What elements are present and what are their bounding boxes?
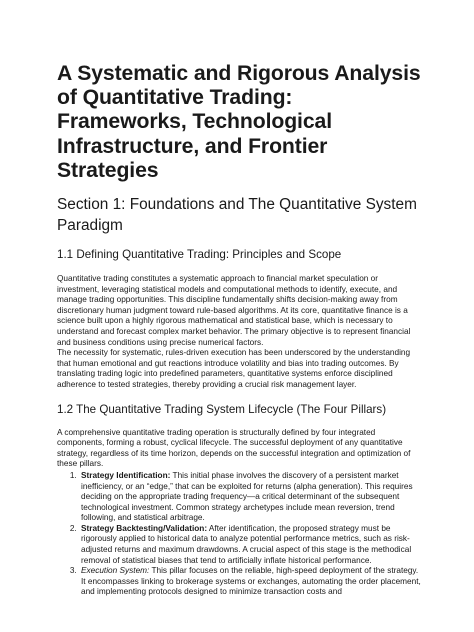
list-item-text: After identification, the proposed strategy must be rigorously applied to historical data to analyze potential performance metrics, such as risk-adjusted returns and maximum drawdowns. A crucial aspect of this stage is the methodical removal of statistical biases that tend to artificially inflate historical performance. <box>81 523 412 565</box>
document-title: A Systematic and Rigorous Analysis of Quantitative Trading: Frameworks, Technological Infrastructure, and Frontier Strategies <box>57 62 421 182</box>
list-item-term: Strategy Identification: <box>81 470 171 480</box>
list-item-text: This initial phase involves the discovery of a persistent market inefficiency, or an “edge,” that can be exploited for returns (alpha generation). This requires deciding on the appropriate trading frequency—a critical determinant of the subsequent technological investment. Common strategy archetypes include mean reversion, trend following, and statistical arbitrage. <box>81 470 413 523</box>
paragraph: A comprehensive quantitative trading operation is structurally defined by four integrated components, forming a robust, cyclical lifecycle. The successful deployment of any quantitative strategy, regardless of its time horizon, depends on the successful integration and optimization of these pillars. <box>57 427 411 469</box>
pillars-list <box>57 471 422 598</box>
list-item <box>79 566 422 598</box>
paragraph: Quantitative trading constitutes a systematic approach to financial market speculation or investment, leveraging statistical models and computational methods to identify, execute, and manage trading opportunities. This discipline fundamentally shifts decision-making away from discretionary human judgment toward rule-based algorithms. At its core, quantitative finance is a science built upon a highly rigorous mathematical and statistical base, which is necessary to understand and forecast complex market behavior. The primary objective is to represent financial and business conditions using precise numerical factors. <box>57 274 411 347</box>
subsection-heading: 1.2 The Quantitative Trading System Lifecycle (The Four Pillars) <box>57 402 387 416</box>
list-item-term: Execution System: <box>81 566 150 576</box>
document-page <box>57 62 422 598</box>
paragraph: The necessity for systematic, rules-driven execution has been underscored by the understanding that human emotional and gut reactions introduce volatility and bias into trading outcomes. By translating trading logic into predefined parameters, quantitative systems enforce disciplined adherence to tested strategies, thereby providing a crucial risk management layer. <box>57 348 411 389</box>
list-item-text: This pillar focuses on the reliable, high-speed deployment of the strategy. It encompasses linking to brokerage systems or exchanges, automating the order placement, and implementing protocols designed to minimize transaction costs and <box>81 566 421 597</box>
section-heading: Section 1: Foundations and The Quantitative System Paradigm <box>57 196 417 235</box>
list-item <box>79 524 422 566</box>
subsection-heading: 1.1 Defining Quantitative Trading: Principles and Scope <box>57 248 342 262</box>
list-item <box>79 471 422 524</box>
list-item-term: Strategy Backtesting/Validation: <box>81 523 208 533</box>
